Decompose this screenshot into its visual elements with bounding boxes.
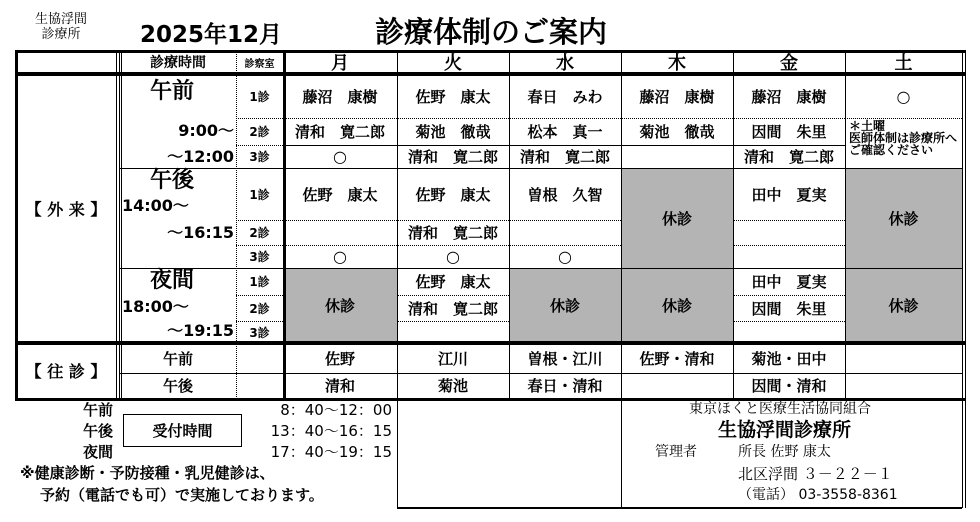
header-time: 診療時間: [150, 55, 206, 71]
day-header: 金: [780, 52, 798, 74]
schedule-cell: 田中 夏実: [751, 185, 827, 204]
header-room: 診察室: [244, 58, 275, 70]
org-name: 東京ほくと医療生活協同組合: [689, 401, 871, 417]
divider: [509, 145, 621, 146]
clinic-short-name: [35, 12, 87, 42]
session-name: 午後: [150, 168, 195, 193]
schedule-cell: [621, 145, 733, 168]
divider: [283, 245, 397, 246]
day-header: 月: [331, 52, 349, 74]
reception-time: 8：40～12：00: [280, 401, 392, 419]
divider: [733, 118, 845, 119]
reception-session-label: 午後: [82, 422, 113, 440]
visit-cell: 菊池・田中: [751, 349, 827, 368]
divider: [621, 400, 622, 508]
clinic-name: 生協浮間診療所: [718, 419, 852, 441]
session-end: ～19:15: [167, 321, 234, 340]
schedule-cell: [283, 220, 397, 245]
room-label: 1診: [249, 187, 270, 202]
schedule-cell: 田中 夏実: [751, 273, 827, 291]
divider: [733, 145, 845, 146]
available-mark: ○: [446, 247, 460, 266]
reception-time: 17：40～19：15: [270, 443, 392, 461]
schedule-cell: 藤沼 康樹: [751, 88, 827, 106]
divider: [397, 145, 509, 146]
divider: [397, 507, 962, 509]
day-header: 木: [668, 52, 686, 74]
visit-cell: 佐野・清和: [639, 349, 715, 368]
divider: [621, 118, 733, 119]
schedule-cell: 清和 寛二郎: [743, 148, 834, 166]
divider: [733, 321, 845, 322]
room-label: 3診: [249, 150, 270, 164]
divider: [621, 145, 733, 146]
closed-cell: 休診: [621, 168, 733, 268]
divider: [397, 245, 509, 246]
reception-note-2: 予約（電話でも可）で実施しております。: [40, 486, 324, 504]
divider: [397, 220, 509, 221]
divider: [397, 400, 398, 508]
visit-cell: [845, 343, 962, 373]
visit-cell: [845, 373, 962, 398]
clinic-short-line1: 生協浮間: [35, 12, 88, 27]
room-label: 3診: [249, 250, 270, 264]
schedule-cell: [733, 321, 845, 343]
divider: [733, 295, 845, 296]
schedule-cell: 清和 寛二郎: [407, 148, 498, 166]
manager-name: 所長 佐野 康太: [738, 444, 831, 460]
room-label: 2診: [249, 226, 270, 240]
closed-cell: 休診: [845, 168, 962, 268]
visit-cell: 曽根・江川: [527, 349, 603, 368]
schedule-cell: 佐野 康太: [415, 88, 491, 106]
divider: [509, 118, 621, 119]
schedule-cell: [733, 245, 845, 268]
divider: [397, 295, 509, 296]
session-end: ～16:15: [167, 223, 234, 242]
available-mark: ○: [896, 87, 911, 106]
schedule-cell: [397, 321, 509, 343]
closed-cell: 休診: [283, 268, 397, 343]
section-outpatient: 【 外 来 】: [25, 199, 107, 219]
day-header: 火: [444, 52, 462, 74]
available-mark: ○: [558, 247, 572, 266]
schedule-cell: 清和 寛二郎: [294, 123, 385, 141]
schedule-cell: 清和 寛二郎: [407, 224, 498, 242]
divider: [397, 321, 509, 322]
phone: （電話） 03-3558-8361: [738, 487, 898, 503]
schedule-cell: 藤沼 康樹: [302, 88, 378, 106]
closed-cell: 休診: [509, 268, 621, 343]
visit-cell: 因間・清和: [751, 377, 827, 395]
divider: [283, 220, 397, 221]
schedule-cell: 菊池 徹哉: [415, 123, 491, 141]
divider: [733, 245, 845, 246]
room-label: 3診: [249, 325, 270, 340]
visit-cell: 清和: [324, 377, 355, 395]
schedule-cell: 藤沼 康樹: [639, 88, 715, 106]
address: 北区浮間 ３－２２－１: [738, 465, 893, 483]
available-mark: ○: [333, 147, 347, 166]
schedule-cell: 清和 寛二郎: [519, 148, 610, 166]
divider: [509, 245, 621, 246]
schedule-cell: 曽根 久智: [527, 185, 603, 204]
closed-cell: 休診: [621, 268, 733, 343]
schedule-cell: 因間 朱里: [751, 123, 827, 141]
session-start: 9:00～: [178, 121, 234, 140]
divider: [962, 50, 966, 508]
room-label: 1診: [249, 275, 270, 289]
room-label: 2診: [249, 301, 270, 316]
reception-session-label: 午前: [82, 401, 113, 419]
divider: [283, 118, 397, 119]
schedule-cell: 松本 真一: [527, 123, 603, 141]
closed-cell: 休診: [845, 268, 962, 343]
visit-session-label: 午後: [162, 377, 193, 395]
schedule-cell: [509, 220, 621, 245]
visit-cell: 春日・清和: [527, 377, 603, 395]
schedule-cell: 佐野 康太: [415, 273, 491, 291]
session-name: 午前: [150, 79, 195, 104]
schedule-cell: 春日 みわ: [527, 88, 603, 106]
month-label: 2025年12月: [140, 22, 283, 48]
divider: [509, 220, 621, 221]
session-name: 夜間: [150, 268, 195, 293]
room-label: 1診: [249, 90, 270, 104]
manager-label: 管理者: [655, 444, 697, 460]
day-header: 水: [556, 52, 574, 74]
schedule-cell: [733, 220, 845, 245]
visit-cell: 佐野: [324, 349, 355, 368]
visit-cell: 江川: [437, 349, 468, 368]
divider: [845, 118, 962, 119]
reception-note-1: ※健康診断・予防接種・乳児健診は、: [20, 464, 275, 482]
session-start: 14:00～: [122, 196, 189, 215]
visit-cell: 菊池: [437, 377, 468, 395]
schedule-cell: 佐野 康太: [415, 185, 491, 204]
divider: [283, 145, 397, 146]
reception-session-label: 夜間: [82, 443, 113, 461]
day-header: 土: [894, 52, 913, 74]
schedule-cell: 菊池 徹哉: [639, 123, 715, 141]
reception-time: 13：40～16：15: [270, 422, 392, 440]
visit-session-label: 午前: [162, 349, 193, 368]
schedule-cell: 清和 寛二郎: [407, 299, 498, 318]
session-end: ～12:00: [167, 147, 234, 166]
saturday-note: ＊土曜 医師体制は診療所へご確認ください: [849, 119, 958, 157]
visit-cell: [621, 373, 733, 398]
divider: [733, 220, 845, 221]
reception-box: 受付時間: [123, 414, 242, 447]
clinic-short-line2: 診療所: [41, 27, 81, 42]
page-title: 診療体制のご案内: [375, 15, 608, 49]
divider: [15, 72, 965, 76]
room-label: 2診: [249, 125, 270, 139]
schedule-cell: 佐野 康太: [302, 185, 378, 204]
session-start: 18:00～: [122, 297, 189, 316]
available-mark: ○: [333, 247, 347, 266]
divider: [397, 118, 509, 119]
section-home-visit: 【 往 診 】: [25, 362, 107, 381]
schedule-cell: 因間 朱里: [751, 299, 827, 318]
